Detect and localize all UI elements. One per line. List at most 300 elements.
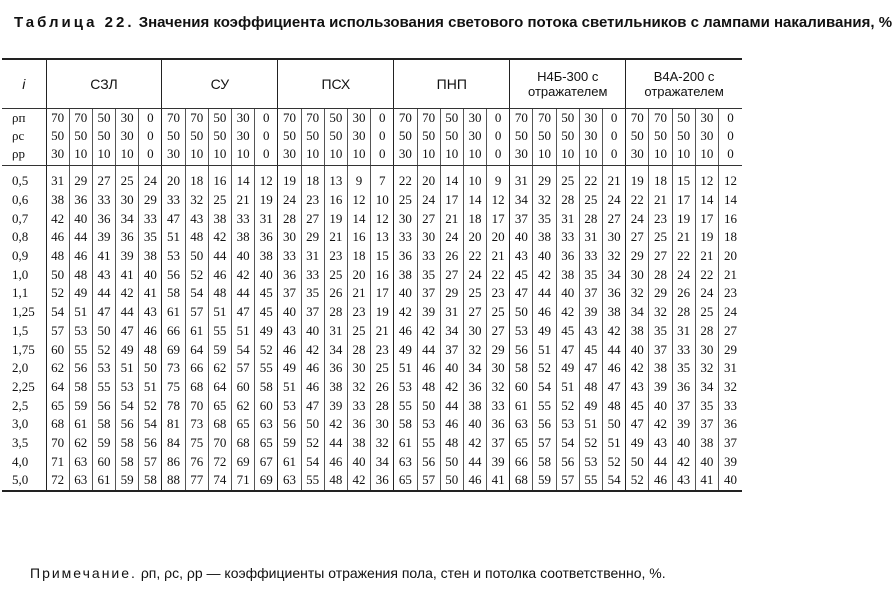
value-cell: 50	[139, 359, 162, 378]
rho-value: 50	[672, 109, 695, 128]
value-cell: 40	[463, 415, 486, 434]
value-cell: 43	[672, 471, 695, 491]
value-cell: 21	[672, 228, 695, 247]
index-cell: 1,5	[12, 322, 29, 338]
value-cell: 63	[255, 415, 278, 434]
value-cell: 19	[324, 209, 347, 228]
value-cell: 40	[69, 209, 92, 228]
rho-row	[2, 109, 742, 128]
value-cell: 33	[232, 209, 255, 228]
value-cell: 29	[533, 166, 556, 191]
value-cell: 19	[626, 166, 649, 191]
value-cell: 17	[487, 209, 510, 228]
value-cell: 40	[394, 284, 417, 303]
value-cell: 53	[92, 359, 115, 378]
value-cell: 12	[718, 166, 742, 191]
rho-value: 0	[487, 145, 510, 166]
rho-value: 0	[255, 109, 278, 128]
group-header: СУ	[162, 59, 278, 109]
value-cell: 40	[255, 265, 278, 284]
rho-value: 70	[301, 109, 324, 128]
value-cell: 9	[487, 166, 510, 191]
value-cell: 33	[394, 228, 417, 247]
value-cell: 32	[718, 378, 742, 397]
value-cell: 26	[672, 284, 695, 303]
value-cell: 46	[440, 415, 463, 434]
value-cell: 63	[510, 415, 533, 434]
value-cell: 27	[463, 303, 486, 322]
value-cell: 48	[603, 396, 626, 415]
value-cell: 70	[208, 434, 231, 453]
value-cell: 33	[139, 209, 162, 228]
value-cell: 67	[255, 452, 278, 471]
value-cell: 42	[417, 322, 440, 341]
value-cell: 45	[556, 322, 579, 341]
value-cell: 34	[463, 359, 486, 378]
rho-value: 30	[626, 145, 649, 166]
table-row	[2, 209, 742, 228]
rho-value: 50	[394, 127, 417, 145]
rho-value: 50	[185, 127, 208, 145]
value-cell: 32	[649, 303, 672, 322]
value-cell: 23	[324, 247, 347, 266]
value-cell: 34	[603, 265, 626, 284]
rho-value: 70	[649, 109, 672, 128]
value-cell: 74	[208, 471, 231, 491]
value-cell: 47	[92, 303, 115, 322]
note-label: Примечание.	[30, 565, 137, 581]
value-cell: 56	[69, 359, 92, 378]
rho-value: 30	[162, 145, 185, 166]
value-cell: 39	[417, 303, 440, 322]
rho-value: 70	[626, 109, 649, 128]
value-cell: 46	[603, 359, 626, 378]
value-cell: 60	[232, 378, 255, 397]
value-cell: 28	[579, 209, 602, 228]
value-cell: 35	[672, 359, 695, 378]
value-cell: 45	[255, 303, 278, 322]
rho-value: 50	[556, 109, 579, 128]
value-cell: 42	[394, 303, 417, 322]
table-row	[2, 247, 742, 266]
value-cell: 40	[533, 247, 556, 266]
value-cell: 36	[463, 378, 486, 397]
value-cell: 60	[92, 452, 115, 471]
value-cell: 60	[255, 396, 278, 415]
value-cell: 57	[232, 359, 255, 378]
index-cell: 3,5	[12, 434, 29, 450]
value-cell: 13	[324, 166, 347, 191]
value-cell: 28	[672, 303, 695, 322]
rho-value: 50	[301, 127, 324, 145]
value-cell: 52	[556, 396, 579, 415]
value-cell: 54	[232, 340, 255, 359]
value-cell: 42	[301, 340, 324, 359]
value-cell: 12	[695, 166, 718, 191]
value-cell: 68	[46, 415, 69, 434]
value-cell: 32	[347, 378, 370, 397]
value-cell: 44	[603, 340, 626, 359]
value-cell: 59	[533, 471, 556, 491]
rho-label: ρс	[12, 128, 25, 143]
value-cell: 46	[463, 471, 486, 491]
value-cell: 53	[556, 415, 579, 434]
value-cell: 57	[417, 471, 440, 491]
value-cell: 58	[162, 284, 185, 303]
value-cell: 40	[510, 228, 533, 247]
value-cell: 72	[46, 471, 69, 491]
value-cell: 49	[255, 322, 278, 341]
value-cell: 34	[695, 378, 718, 397]
value-cell: 40	[301, 322, 324, 341]
value-cell: 25	[556, 166, 579, 191]
value-cell: 46	[69, 247, 92, 266]
value-cell: 44	[533, 284, 556, 303]
i-column-header: i	[2, 59, 46, 109]
value-cell: 14	[463, 191, 486, 210]
value-cell: 41	[487, 471, 510, 491]
value-cell: 37	[718, 434, 742, 453]
value-cell: 12	[255, 166, 278, 191]
value-cell: 35	[301, 284, 324, 303]
value-cell: 35	[417, 265, 440, 284]
value-cell: 47	[232, 303, 255, 322]
value-cell: 39	[487, 452, 510, 471]
value-cell: 62	[46, 359, 69, 378]
value-cell: 27	[626, 228, 649, 247]
value-cell: 51	[116, 359, 139, 378]
rho-value: 10	[440, 145, 463, 166]
value-cell: 61	[69, 415, 92, 434]
value-cell: 38	[232, 228, 255, 247]
value-cell: 51	[533, 340, 556, 359]
value-cell: 42	[46, 209, 69, 228]
value-cell: 51	[208, 303, 231, 322]
value-cell: 12	[347, 191, 370, 210]
value-cell: 18	[185, 166, 208, 191]
value-cell: 31	[440, 303, 463, 322]
rho-value: 50	[324, 109, 347, 128]
rho-value: 50	[208, 109, 231, 128]
rho-value: 10	[116, 145, 139, 166]
value-cell: 58	[255, 378, 278, 397]
value-cell: 51	[579, 415, 602, 434]
value-cell: 40	[347, 452, 370, 471]
value-cell: 27	[301, 209, 324, 228]
value-cell: 44	[417, 340, 440, 359]
value-cell: 19	[672, 209, 695, 228]
value-cell: 29	[69, 166, 92, 191]
value-cell: 37	[649, 340, 672, 359]
value-cell: 64	[46, 378, 69, 397]
rho-value: 50	[510, 127, 533, 145]
rho-value: 70	[185, 109, 208, 128]
value-cell: 43	[510, 247, 533, 266]
value-cell: 21	[718, 265, 742, 284]
value-cell: 43	[626, 378, 649, 397]
value-cell: 33	[672, 340, 695, 359]
value-cell: 50	[92, 322, 115, 341]
value-cell: 22	[626, 191, 649, 210]
index-cell: 5,0	[2, 471, 46, 491]
rho-value: 50	[556, 127, 579, 145]
index-cell: 0,7	[12, 210, 29, 226]
rho-value: 0	[603, 145, 626, 166]
value-cell: 51	[232, 322, 255, 341]
value-cell: 68	[208, 415, 231, 434]
value-cell: 15	[371, 247, 394, 266]
index-cell: 0,6	[12, 192, 29, 208]
value-cell: 20	[487, 228, 510, 247]
value-cell: 29	[440, 284, 463, 303]
value-cell: 65	[232, 415, 255, 434]
value-cell: 36	[69, 191, 92, 210]
value-cell: 38	[626, 322, 649, 341]
value-cell: 14	[695, 191, 718, 210]
value-cell: 30	[347, 359, 370, 378]
rho-value: 30	[463, 127, 486, 145]
value-cell: 42	[440, 378, 463, 397]
value-cell: 20	[347, 265, 370, 284]
table-row	[2, 284, 742, 303]
value-cell: 31	[255, 209, 278, 228]
value-cell: 40	[232, 247, 255, 266]
value-cell: 63	[69, 452, 92, 471]
value-cell: 52	[626, 471, 649, 491]
value-cell: 53	[394, 378, 417, 397]
group-header: ПСХ	[278, 59, 394, 109]
value-cell: 43	[278, 322, 301, 341]
rho-value: 50	[92, 127, 115, 145]
value-cell: 28	[371, 396, 394, 415]
value-cell: 33	[487, 396, 510, 415]
value-cell: 49	[556, 359, 579, 378]
value-cell: 62	[208, 359, 231, 378]
value-cell: 32	[371, 434, 394, 453]
value-cell: 42	[463, 434, 486, 453]
value-cell: 55	[394, 396, 417, 415]
rho-value: 70	[162, 109, 185, 128]
value-cell: 56	[139, 434, 162, 453]
value-cell: 44	[463, 452, 486, 471]
group-header: В4А-200 с отражателем	[626, 59, 742, 109]
value-cell: 52	[185, 265, 208, 284]
value-cell: 46	[417, 359, 440, 378]
value-cell: 36	[718, 415, 742, 434]
value-cell: 24	[603, 191, 626, 210]
value-cell: 34	[626, 303, 649, 322]
value-cell: 44	[69, 228, 92, 247]
index-cell: 2,5	[12, 397, 29, 413]
value-cell: 10	[463, 166, 486, 191]
table-row	[2, 434, 742, 453]
value-cell: 47	[301, 396, 324, 415]
value-cell: 29	[626, 247, 649, 266]
rho-value: 30	[116, 109, 139, 128]
value-cell: 19	[278, 166, 301, 191]
value-cell: 65	[46, 396, 69, 415]
value-cell: 45	[626, 396, 649, 415]
value-cell: 31	[510, 166, 533, 191]
table-row	[2, 166, 742, 191]
rho-value: 0	[487, 109, 510, 128]
value-cell: 49	[278, 359, 301, 378]
value-cell: 84	[162, 434, 185, 453]
value-cell: 57	[556, 471, 579, 491]
value-cell: 26	[371, 378, 394, 397]
value-cell: 44	[208, 247, 231, 266]
value-cell: 51	[69, 303, 92, 322]
value-cell: 38	[347, 434, 370, 453]
value-cell: 50	[440, 452, 463, 471]
value-cell: 64	[208, 378, 231, 397]
value-cell: 21	[695, 247, 718, 266]
rho-value: 30	[347, 127, 370, 145]
index-cell: 0,9	[12, 248, 29, 264]
rho-value: 0	[603, 127, 626, 145]
value-cell: 55	[69, 340, 92, 359]
value-cell: 30	[603, 228, 626, 247]
value-cell: 36	[603, 284, 626, 303]
value-cell: 32	[185, 191, 208, 210]
value-cell: 33	[718, 396, 742, 415]
value-cell: 50	[603, 415, 626, 434]
value-cell: 25	[649, 228, 672, 247]
value-cell: 50	[46, 265, 69, 284]
index-cell: 1,75	[12, 341, 35, 357]
rho-value: 10	[69, 145, 92, 166]
value-cell: 30	[278, 228, 301, 247]
value-cell: 58	[510, 359, 533, 378]
value-cell: 31	[301, 247, 324, 266]
value-cell: 39	[649, 378, 672, 397]
value-cell: 44	[324, 434, 347, 453]
value-cell: 55	[301, 471, 324, 491]
value-cell: 44	[92, 284, 115, 303]
value-cell: 61	[394, 434, 417, 453]
value-cell: 21	[440, 209, 463, 228]
value-cell: 33	[556, 228, 579, 247]
value-cell: 36	[92, 209, 115, 228]
value-cell: 43	[92, 265, 115, 284]
value-cell: 32	[487, 378, 510, 397]
value-cell: 24	[440, 228, 463, 247]
value-cell: 30	[371, 415, 394, 434]
value-cell: 40	[139, 265, 162, 284]
value-cell: 63	[278, 471, 301, 491]
value-cell: 86	[162, 452, 185, 471]
rho-value: 0	[718, 145, 742, 166]
value-cell: 42	[208, 228, 231, 247]
value-cell: 36	[255, 228, 278, 247]
value-cell: 43	[139, 303, 162, 322]
value-cell: 50	[301, 415, 324, 434]
value-cell: 65	[208, 396, 231, 415]
rho-value: 30	[510, 145, 533, 166]
value-cell: 39	[92, 228, 115, 247]
value-cell: 57	[185, 303, 208, 322]
value-cell: 68	[510, 471, 533, 491]
value-cell: 48	[139, 340, 162, 359]
value-cell: 66	[185, 359, 208, 378]
value-cell: 38	[394, 265, 417, 284]
value-cell: 56	[533, 415, 556, 434]
value-cell: 56	[510, 340, 533, 359]
value-cell: 42	[533, 265, 556, 284]
value-cell: 24	[417, 191, 440, 210]
value-cell: 56	[92, 396, 115, 415]
value-cell: 61	[510, 396, 533, 415]
value-cell: 54	[603, 471, 626, 491]
index-cell: 0,8	[12, 229, 29, 245]
value-cell: 18	[463, 209, 486, 228]
value-cell: 53	[69, 322, 92, 341]
rho-value: 30	[46, 145, 69, 166]
value-cell: 58	[92, 415, 115, 434]
value-cell: 44	[649, 452, 672, 471]
value-cell: 33	[162, 191, 185, 210]
value-cell: 51	[394, 359, 417, 378]
value-cell: 58	[139, 471, 162, 491]
value-cell: 56	[417, 452, 440, 471]
value-cell: 41	[139, 284, 162, 303]
value-cell: 18	[347, 247, 370, 266]
value-cell: 50	[626, 452, 649, 471]
value-cell: 20	[463, 228, 486, 247]
table-row	[2, 359, 742, 378]
value-cell: 49	[533, 322, 556, 341]
value-cell: 34	[440, 322, 463, 341]
value-cell: 35	[649, 322, 672, 341]
value-cell: 20	[417, 166, 440, 191]
value-cell: 49	[69, 284, 92, 303]
value-cell: 40	[440, 359, 463, 378]
value-cell: 54	[185, 284, 208, 303]
value-cell: 61	[162, 303, 185, 322]
rho-value: 50	[69, 127, 92, 145]
value-cell: 59	[208, 340, 231, 359]
value-cell: 47	[116, 322, 139, 341]
value-cell: 54	[533, 378, 556, 397]
value-cell: 38	[533, 228, 556, 247]
value-cell: 18	[301, 166, 324, 191]
value-cell: 61	[278, 452, 301, 471]
value-cell: 36	[278, 265, 301, 284]
value-cell: 16	[208, 166, 231, 191]
value-cell: 7	[371, 166, 394, 191]
value-cell: 25	[394, 191, 417, 210]
rho-value: 50	[278, 127, 301, 145]
rho-value: 70	[46, 109, 69, 128]
value-cell: 56	[162, 265, 185, 284]
value-cell: 22	[695, 265, 718, 284]
rho-value: 50	[649, 127, 672, 145]
value-cell: 40	[695, 452, 718, 471]
index-cell: 1,0	[12, 266, 29, 282]
value-cell: 24	[718, 303, 742, 322]
value-cell: 22	[487, 265, 510, 284]
rho-value: 0	[255, 145, 278, 166]
value-cell: 26	[440, 247, 463, 266]
rho-value: 50	[162, 127, 185, 145]
value-cell: 81	[162, 415, 185, 434]
value-cell: 37	[487, 434, 510, 453]
table-title	[14, 14, 892, 31]
value-cell: 48	[46, 247, 69, 266]
value-cell: 50	[185, 247, 208, 266]
value-cell: 36	[324, 359, 347, 378]
rho-value: 30	[463, 109, 486, 128]
